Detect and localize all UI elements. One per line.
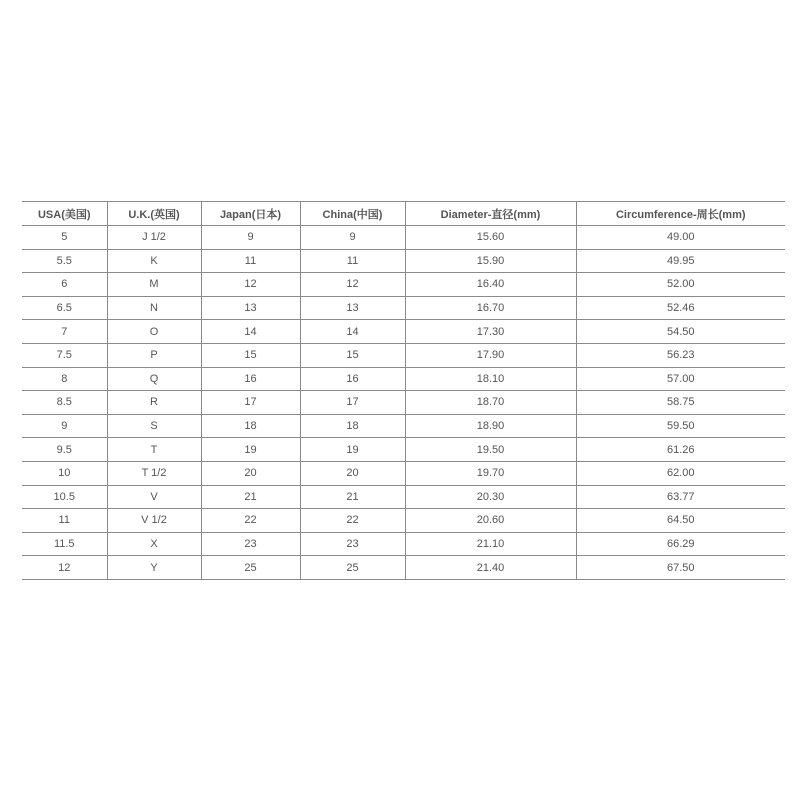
- china-cell: 17: [300, 391, 405, 415]
- diameter-cell: 16.70: [405, 296, 576, 320]
- table-row: [22, 296, 785, 320]
- diameter-cell: 17.30: [405, 320, 576, 344]
- circumference-cell: 56.23: [576, 343, 785, 367]
- circumference-cell: 64.50: [576, 509, 785, 533]
- uk-cell: J 1/2: [107, 226, 201, 250]
- japan-cell: 23: [201, 532, 300, 556]
- table-row: [22, 320, 785, 344]
- usa-cell: 10: [22, 461, 107, 485]
- japan-cell: 14: [201, 320, 300, 344]
- table-header: [22, 202, 785, 226]
- china-cell: 15: [300, 343, 405, 367]
- circumference-cell: 49.95: [576, 249, 785, 273]
- column-header-circumference: Circumference-周长(mm): [576, 202, 785, 226]
- circumference-cell: 59.50: [576, 414, 785, 438]
- circumference-cell: 52.46: [576, 296, 785, 320]
- column-header-usa: USA(美国): [22, 202, 107, 226]
- table-row: [22, 367, 785, 391]
- usa-cell: 11: [22, 509, 107, 533]
- circumference-cell: 58.75: [576, 391, 785, 415]
- uk-cell: X: [107, 532, 201, 556]
- japan-cell: 13: [201, 296, 300, 320]
- usa-cell: 8: [22, 367, 107, 391]
- china-cell: 9: [300, 226, 405, 250]
- diameter-cell: 19.70: [405, 461, 576, 485]
- japan-cell: 25: [201, 556, 300, 580]
- diameter-cell: 18.70: [405, 391, 576, 415]
- table-row: [22, 438, 785, 462]
- diameter-cell: 20.60: [405, 509, 576, 533]
- column-header-diameter: Diameter-直径(mm): [405, 202, 576, 226]
- uk-cell: K: [107, 249, 201, 273]
- china-cell: 21: [300, 485, 405, 509]
- china-cell: 19: [300, 438, 405, 462]
- circumference-cell: 49.00: [576, 226, 785, 250]
- uk-cell: R: [107, 391, 201, 415]
- circumference-cell: 54.50: [576, 320, 785, 344]
- china-cell: 16: [300, 367, 405, 391]
- table-row: [22, 532, 785, 556]
- usa-cell: 12: [22, 556, 107, 580]
- china-cell: 22: [300, 509, 405, 533]
- china-cell: 20: [300, 461, 405, 485]
- usa-cell: 7: [22, 320, 107, 344]
- uk-cell: O: [107, 320, 201, 344]
- diameter-cell: 21.10: [405, 532, 576, 556]
- circumference-cell: 63.77: [576, 485, 785, 509]
- china-cell: 13: [300, 296, 405, 320]
- circumference-cell: 66.29: [576, 532, 785, 556]
- usa-cell: 5.5: [22, 249, 107, 273]
- uk-cell: Q: [107, 367, 201, 391]
- japan-cell: 20: [201, 461, 300, 485]
- japan-cell: 17: [201, 391, 300, 415]
- diameter-cell: 15.90: [405, 249, 576, 273]
- table-row: [22, 556, 785, 580]
- uk-cell: V: [107, 485, 201, 509]
- table-row: [22, 226, 785, 250]
- usa-cell: 6: [22, 273, 107, 297]
- japan-cell: 22: [201, 509, 300, 533]
- china-cell: 18: [300, 414, 405, 438]
- japan-cell: 21: [201, 485, 300, 509]
- uk-cell: M: [107, 273, 201, 297]
- table-row: [22, 273, 785, 297]
- china-cell: 11: [300, 249, 405, 273]
- column-header-uk: U.K.(英国): [107, 202, 201, 226]
- uk-cell: S: [107, 414, 201, 438]
- japan-cell: 9: [201, 226, 300, 250]
- uk-cell: T: [107, 438, 201, 462]
- diameter-cell: 15.60: [405, 226, 576, 250]
- uk-cell: V 1/2: [107, 509, 201, 533]
- china-cell: 12: [300, 273, 405, 297]
- diameter-cell: 16.40: [405, 273, 576, 297]
- circumference-cell: 67.50: [576, 556, 785, 580]
- uk-cell: N: [107, 296, 201, 320]
- table-row: [22, 509, 785, 533]
- usa-cell: 11.5: [22, 532, 107, 556]
- china-cell: 25: [300, 556, 405, 580]
- diameter-cell: 21.40: [405, 556, 576, 580]
- usa-cell: 9.5: [22, 438, 107, 462]
- table-row: [22, 391, 785, 415]
- ring-size-table: [22, 201, 785, 580]
- japan-cell: 15: [201, 343, 300, 367]
- usa-cell: 5: [22, 226, 107, 250]
- diameter-cell: 18.10: [405, 367, 576, 391]
- uk-cell: P: [107, 343, 201, 367]
- japan-cell: 12: [201, 273, 300, 297]
- usa-cell: 6.5: [22, 296, 107, 320]
- usa-cell: 8.5: [22, 391, 107, 415]
- table-row: [22, 343, 785, 367]
- usa-cell: 7.5: [22, 343, 107, 367]
- japan-cell: 19: [201, 438, 300, 462]
- diameter-cell: 19.50: [405, 438, 576, 462]
- column-header-japan: Japan(日本): [201, 202, 300, 226]
- japan-cell: 18: [201, 414, 300, 438]
- table-body: [22, 226, 785, 580]
- table-row: [22, 414, 785, 438]
- diameter-cell: 18.90: [405, 414, 576, 438]
- uk-cell: T 1/2: [107, 461, 201, 485]
- circumference-cell: 62.00: [576, 461, 785, 485]
- japan-cell: 16: [201, 367, 300, 391]
- japan-cell: 11: [201, 249, 300, 273]
- diameter-cell: 20.30: [405, 485, 576, 509]
- diameter-cell: 17.90: [405, 343, 576, 367]
- china-cell: 14: [300, 320, 405, 344]
- circumference-cell: 57.00: [576, 367, 785, 391]
- usa-cell: 9: [22, 414, 107, 438]
- circumference-cell: 61.26: [576, 438, 785, 462]
- table-row: [22, 461, 785, 485]
- china-cell: 23: [300, 532, 405, 556]
- usa-cell: 10.5: [22, 485, 107, 509]
- table-row: [22, 485, 785, 509]
- header-row: [22, 202, 785, 226]
- column-header-china: China(中国): [300, 202, 405, 226]
- uk-cell: Y: [107, 556, 201, 580]
- circumference-cell: 52.00: [576, 273, 785, 297]
- table-row: [22, 249, 785, 273]
